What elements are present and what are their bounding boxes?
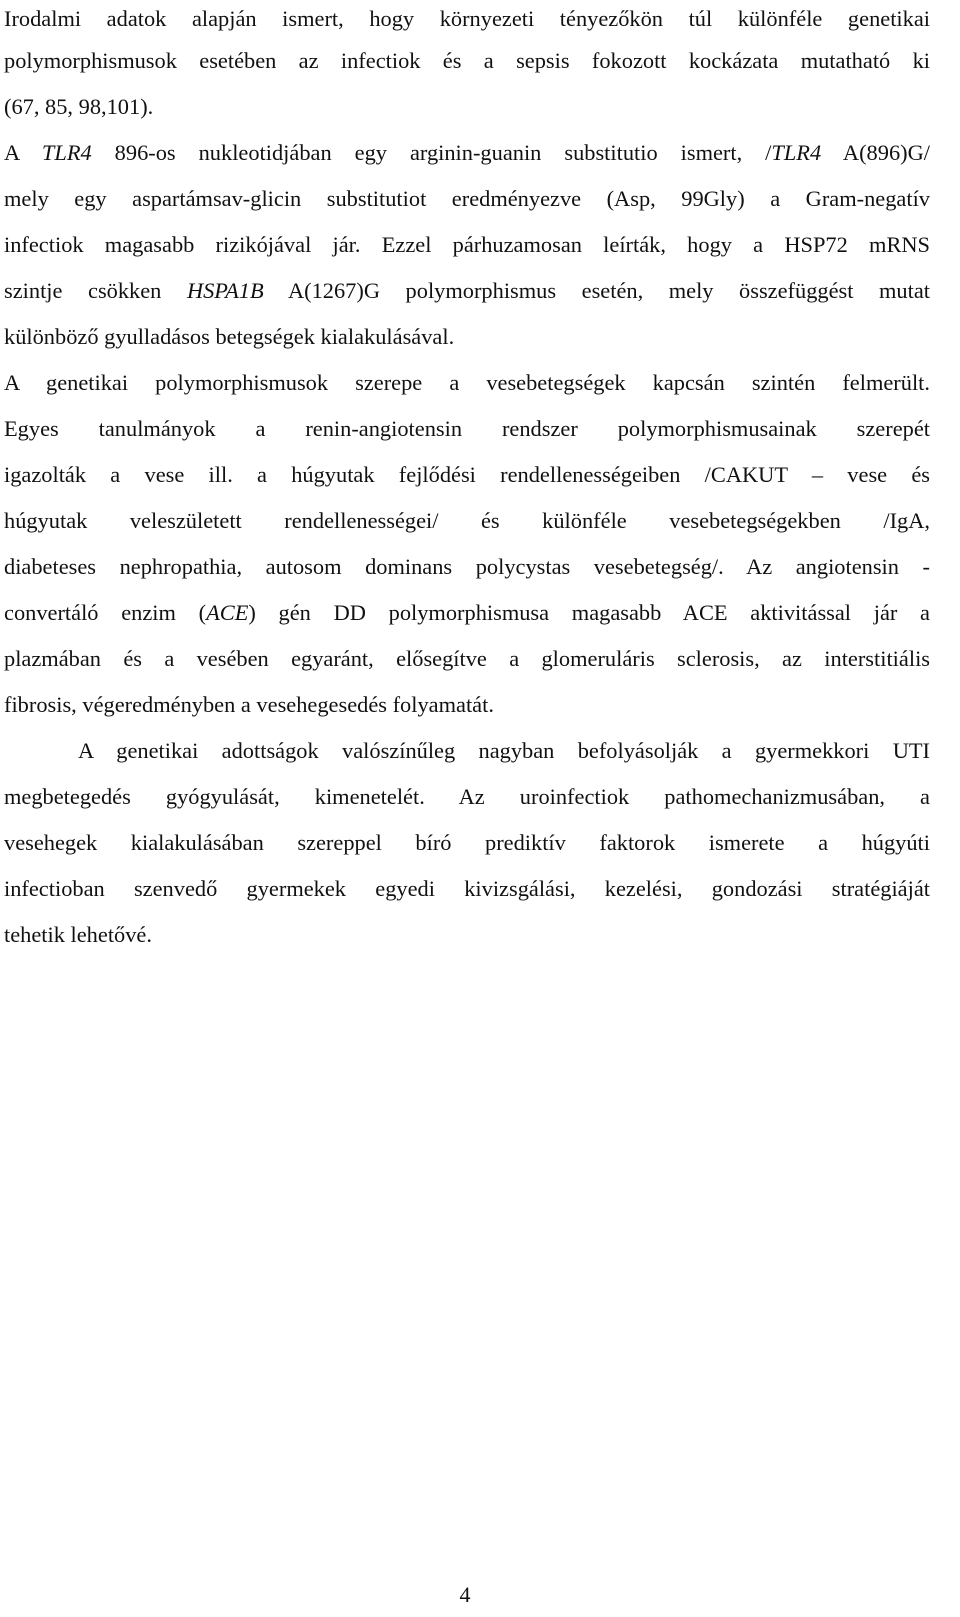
text-run: mely egy aspartámsav-glicin substitutiot eredményezve (Asp, 99Gly) a Gram-negatív [4,186,930,211]
text-line [4,314,930,360]
text-line [4,544,930,590]
text-run: szintje csökken [4,278,187,303]
text-line [4,498,930,544]
text-run: fibrosis, végeredményben a vesehegesedés folyamatát. [4,692,494,717]
text-run: 896-os nukleotidjában egy arginin-guanin substitutio ismert, / [91,140,772,165]
text-line [4,406,930,452]
text-run: infectiok magasabb rizikójával jár. Ezzel párhuzamosan leírták, hogy a HSP72 mRNS [4,232,930,257]
text-line [4,84,930,130]
gene-name: TLR4 [41,140,92,165]
text-run: megbetegedés gyógyulását, kimenetelét. Az uroinfectiok pathomechanizmusában, a [4,784,930,809]
text-run: (67, 85, 98,101). [4,94,154,119]
text-line [4,728,930,774]
text-line [4,774,930,820]
text-run: Irodalmi adatok alapján ismert, hogy környezeti tényezőkön túl különféle genetikai [4,6,930,31]
text-run: convertáló enzim ( [4,600,207,625]
text-run: Egyes tanulmányok a renin-angiotensin rendszer polymorphismusainak szerepét [4,416,930,441]
text-run: A [4,140,42,165]
text-line [4,130,930,176]
text-run: diabeteses nephropathia, autosom dominans polycystas vesebetegség/. Az angiotensin - [4,554,930,579]
text-run: A genetikai adottságok valószínűleg nagyban befolyásolják a gyermekkori UTI [78,738,930,763]
text-line [4,866,930,912]
text-line [4,590,930,636]
text-run: polymorphismusok esetében az infectiok és a sepsis fokozott kockázata mutatható ki [4,48,930,73]
gene-name: ACE [206,600,249,625]
text-run: különböző gyulladásos betegségek kialakulásával. [4,324,455,349]
text-line [4,820,930,866]
text-run: A(1267)G polymorphismus esetén, mely összefüggést mutat [263,278,931,303]
text-line [4,38,930,84]
document-body [4,0,930,958]
gene-name: TLR4 [771,140,822,165]
text-run: húgyutak veleszületett rendellenességei/ és különféle vesebetegségekben /IgA, [4,508,930,533]
page-number: 4 [459,1582,471,1607]
text-line [4,360,930,406]
text-line [4,636,930,682]
text-run: A genetikai polymorphismusok szerepe a vesebetegségek kapcsán szintén felmerült. [4,370,930,395]
text-line [4,268,930,314]
gene-name: HSPA1B [186,278,264,303]
text-line [4,176,930,222]
text-run: igazolták a vese ill. a húgyutak fejlődési rendellenességeiben /CAKUT – vese és [4,462,930,487]
text-line [4,682,930,728]
text-line [4,452,930,498]
text-run: A(896)G/ [821,140,930,165]
text-run: tehetik lehetővé. [4,922,152,947]
text-run: vesehegek kialakulásában szereppel bíró prediktív faktorok ismerete a húgyúti [4,830,930,855]
text-run: ) gén DD polymorphismusa magasabb ACE aktivitással jár a [248,600,930,625]
text-run: plazmában és a vesében egyaránt, elősegítve a glomeruláris sclerosis, az interstitiális [4,646,930,671]
text-line [4,0,930,38]
text-line [4,222,930,268]
text-run: infectioban szenvedő gyermekek egyedi kivizsgálási, kezelési, gondozási stratégiáját [4,876,930,901]
text-line [4,912,930,958]
